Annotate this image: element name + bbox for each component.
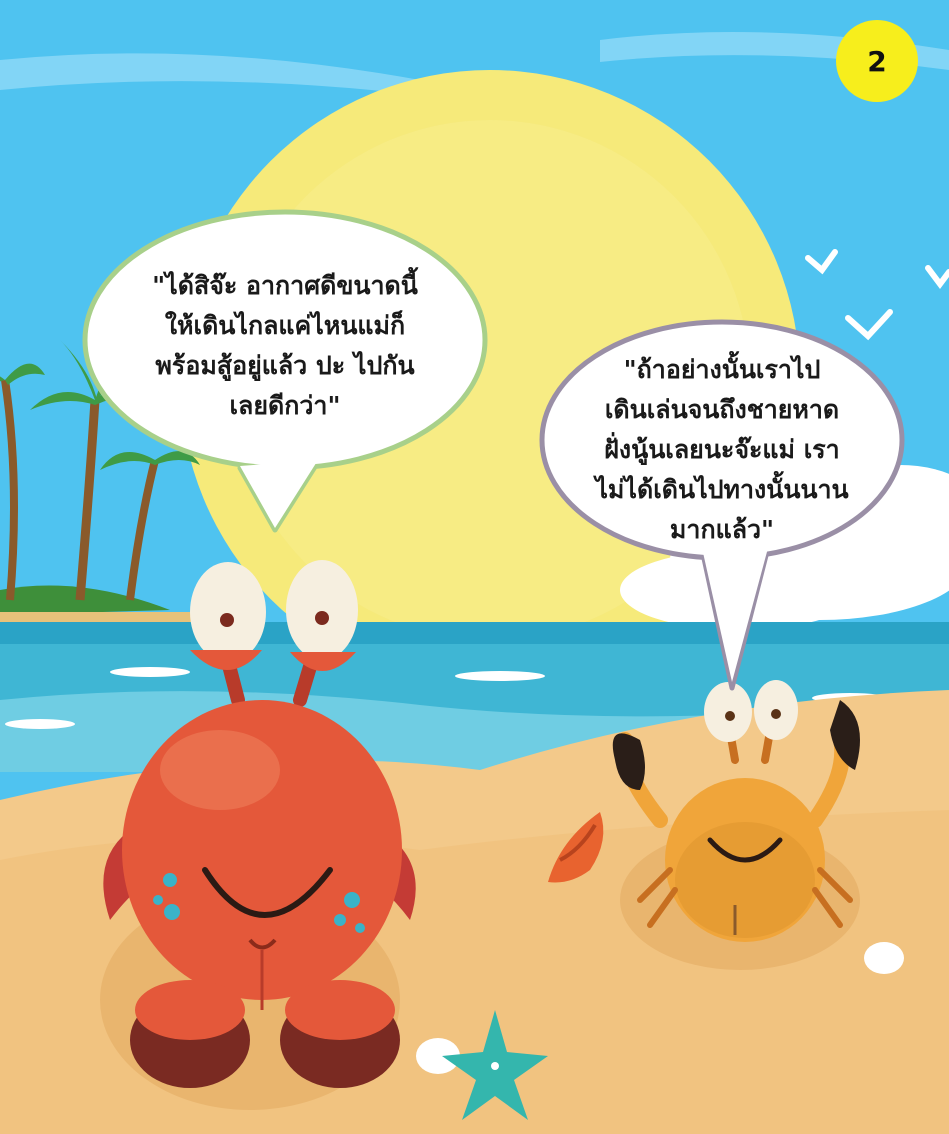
speech-line: เดินเล่นจนถึงชายหาด xyxy=(604,395,840,424)
speech-text-left xyxy=(110,266,460,426)
speech-line: "ถ้าอย่างนั้นเราไป xyxy=(623,355,821,384)
speech-line: "ได้สิจ๊ะ อากาศดีขนาดนี้ xyxy=(152,271,418,300)
speech-text-right xyxy=(562,350,882,550)
speech-line: ให้เดินไกลแค่ไหนแม่ก็ xyxy=(164,311,406,340)
speech-line: ฝั่งนู้นเลยนะจ๊ะแม่ เรา xyxy=(604,435,840,464)
speech-line: เลยดีกว่า" xyxy=(229,391,341,420)
page-number-badge: 2 xyxy=(836,20,918,102)
speech-line: พร้อมสู้อยู่แล้ว ปะ ไปกัน xyxy=(155,351,415,380)
speech-line: มากแล้ว" xyxy=(669,515,775,544)
speech-line: ไม่ได้เดินไปทางนั้นนาน xyxy=(595,475,849,504)
